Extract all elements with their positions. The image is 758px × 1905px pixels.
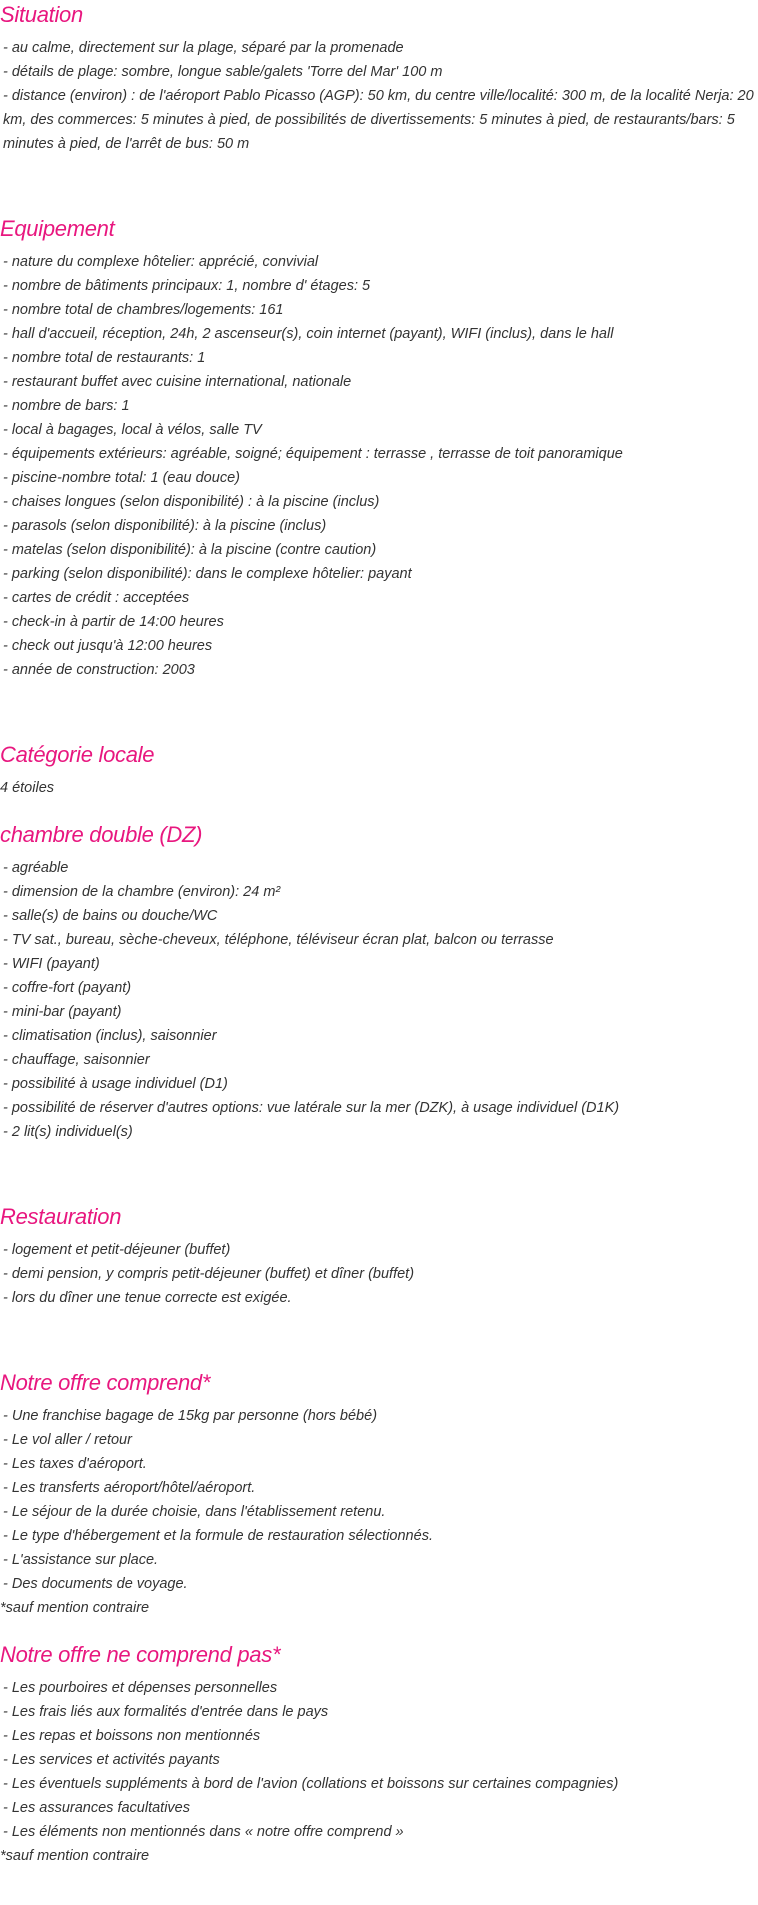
- list-item: - chaises longues (selon disponibilité) : à la piscine (inclus): [3, 494, 380, 510]
- list-item: - nombre total de chambres/logements: 161: [3, 302, 284, 318]
- list-item: - TV sat., bureau, sèche-cheveux, téléphone, téléviseur écran plat, balcon ou terrasse: [3, 932, 554, 948]
- list-item: - agréable: [3, 860, 69, 876]
- footnote: *sauf mention contraire: [0, 1848, 150, 1864]
- section-offre-non: [0, 1640, 758, 1868]
- footnote: *sauf mention contraire: [0, 1600, 150, 1616]
- list-item: - Une franchise bagage de 15kg par personne (hors bébé): [3, 1408, 378, 1424]
- list-item: - nombre de bâtiments principaux: 1, nombre d' étages: 5: [3, 278, 371, 294]
- section-title: Notre offre ne comprend pas*: [0, 1642, 281, 1667]
- section-title: chambre double (DZ): [0, 822, 203, 847]
- category-value: 4 étoiles: [0, 780, 55, 796]
- list-item: - Les repas et boissons non mentionnés: [3, 1728, 261, 1744]
- list-item: - chauffage, saisonnier: [3, 1052, 150, 1068]
- section-categorie: [0, 740, 758, 800]
- list-item: - parking (selon disponibilité): dans le complexe hôtelier: payant: [3, 566, 412, 582]
- section-title: Situation: [0, 2, 83, 27]
- list-item: - 2 lit(s) individuel(s): [3, 1124, 133, 1140]
- list-item: - mini-bar (payant): [3, 1004, 122, 1020]
- list-item: - équipements extérieurs: agréable, soigné; équipement : terrasse , terrasse de toit panoramique: [3, 446, 623, 462]
- list-item: - logement et petit-déjeuner (buffet): [3, 1242, 231, 1258]
- list-item: - parasols (selon disponibilité): à la piscine (inclus): [3, 518, 327, 534]
- list-item: - Les services et activités payants: [3, 1752, 220, 1768]
- list-item: - nombre de bars: 1: [3, 398, 130, 414]
- list-item: - climatisation (inclus), saisonnier: [3, 1028, 217, 1044]
- list-item: - possibilité à usage individuel (D1): [3, 1076, 228, 1092]
- list-item: - salle(s) de bains ou douche/WC: [3, 908, 218, 924]
- list-item: - Les éléments non mentionnés dans « notre offre comprend »: [3, 1824, 404, 1840]
- list-item: - piscine-nombre total: 1 (eau douce): [3, 470, 240, 486]
- list-item: - année de construction: 2003: [3, 662, 195, 678]
- list-item: - Les assurances facultatives: [3, 1800, 190, 1816]
- section-title: Notre offre comprend*: [0, 1370, 211, 1395]
- list-item: - hall d'accueil, réception, 24h, 2 ascenseur(s), coin internet (payant), WIFI (inclus), dans le hall: [3, 326, 614, 342]
- list-item: - possibilité de réserver d'autres options: vue latérale sur la mer (DZK), à usage individuel (D1K): [3, 1100, 620, 1116]
- section-offre: [0, 1368, 758, 1620]
- list-item: - lors du dîner une tenue correcte est exigée.: [3, 1290, 292, 1306]
- list-item: - nombre total de restaurants: 1: [3, 350, 206, 366]
- list-item: - restaurant buffet avec cuisine international, nationale: [3, 374, 352, 390]
- section-title: Catégorie locale: [0, 742, 155, 767]
- section-title: Restauration: [0, 1204, 122, 1229]
- list-item: - Les pourboires et dépenses personnelles: [3, 1680, 278, 1696]
- list-item: - distance (environ) : de l'aéroport Pablo Picasso (AGP): 50 km, du centre ville/localité: 300 m, de la localité Nerja: 20 km, des commerces: 5 minutes à pied, de possibilités de divertissements: 5 minutes à pied, de restaurants/bars: 5 minutes à pied, de l'arrêt de bus: 50 m: [3, 88, 754, 152]
- list-item: - Les transferts aéroport/hôtel/aéroport.: [3, 1480, 256, 1496]
- list-item: - dimension de la chambre (environ): 24 m²: [3, 884, 281, 900]
- list-item: - Les frais liés aux formalités d'entrée dans le pays: [3, 1704, 329, 1720]
- section-restauration: [0, 1202, 758, 1310]
- section-equipement: [0, 214, 758, 682]
- list-item: - Le type d'hébergement et la formule de restauration sélectionnés.: [3, 1528, 433, 1544]
- section-title: Equipement: [0, 216, 115, 241]
- list-item: - cartes de crédit : acceptées: [3, 590, 190, 606]
- list-item: - L'assistance sur place.: [3, 1552, 159, 1568]
- list-item: - Les taxes d'aéroport.: [3, 1456, 147, 1472]
- list-item: - local à bagages, local à vélos, salle TV: [3, 422, 262, 438]
- list-item: - check-in à partir de 14:00 heures: [3, 614, 224, 630]
- section-chambre: [0, 820, 758, 1144]
- list-item: - WIFI (payant): [3, 956, 100, 972]
- list-item: - nature du complexe hôtelier: apprécié, convivial: [3, 254, 319, 270]
- list-item: - Des documents de voyage.: [3, 1576, 188, 1592]
- list-item: - coffre-fort (payant): [3, 980, 132, 996]
- list-item: - au calme, directement sur la plage, séparé par la promenade: [3, 40, 404, 56]
- list-item: - Le séjour de la durée choisie, dans l'établissement retenu.: [3, 1504, 386, 1520]
- list-item: - matelas (selon disponibilité): à la piscine (contre caution): [3, 542, 377, 558]
- list-item: - Les éventuels suppléments à bord de l'avion (collations et boissons sur certaines compagnies): [3, 1776, 619, 1792]
- list-item: - détails de plage: sombre, longue sable/galets 'Torre del Mar' 100 m: [3, 64, 443, 80]
- list-item: - check out jusqu'à 12:00 heures: [3, 638, 213, 654]
- list-item: - demi pension, y compris petit-déjeuner (buffet) et dîner (buffet): [3, 1266, 415, 1282]
- section-situation: [0, 0, 758, 156]
- list-item: - Le vol aller / retour: [3, 1432, 132, 1448]
